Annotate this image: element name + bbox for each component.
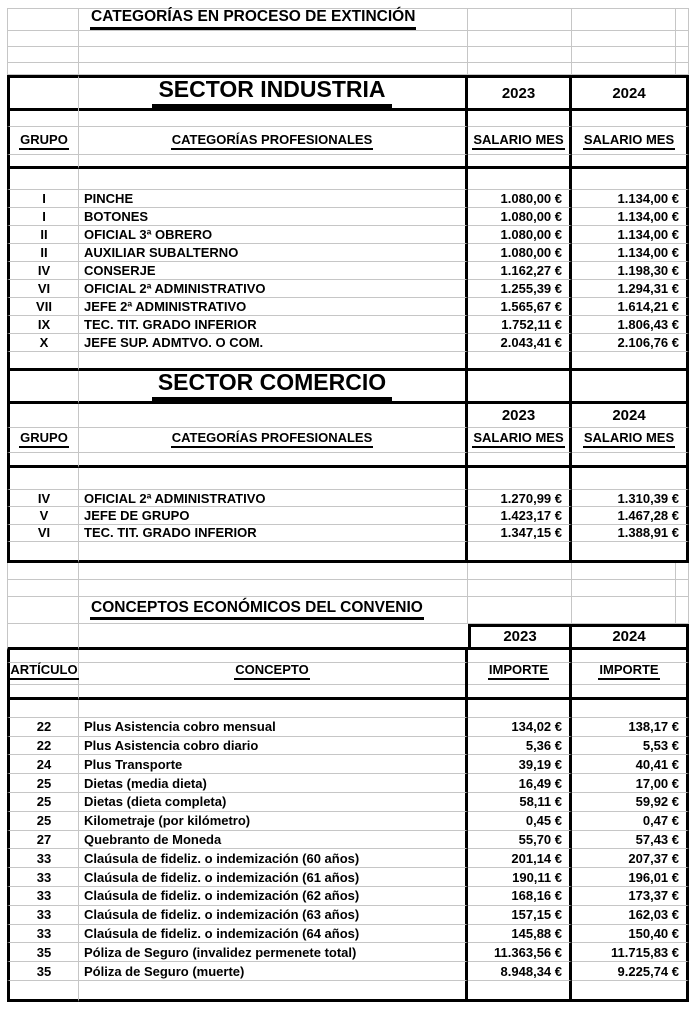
articulo-cell: 25	[7, 774, 79, 793]
articulo-cell: 22	[7, 718, 79, 737]
salario-2023-cell: 1.162,27 €	[468, 262, 572, 280]
importe-2024-cell: 57,43 €	[572, 831, 689, 850]
empty-row	[7, 563, 689, 580]
importe-2023-cell: 134,02 €	[468, 718, 572, 737]
articulo-cell: 27	[7, 831, 79, 850]
salario-2024-cell: 1.134,00 €	[572, 190, 689, 208]
empty-row	[7, 453, 689, 468]
concepto-cell: Plus Asistencia cobro diario	[79, 737, 468, 756]
grupo-cell: X	[7, 334, 79, 352]
table-comercio	[7, 371, 689, 563]
grupo-cell: IV	[7, 490, 79, 507]
salario-2024-column-header: SALARIO MES	[572, 127, 689, 155]
articulo-cell: 33	[7, 868, 79, 887]
categoria-cell: JEFE SUP. ADMTVO. O COM.	[79, 334, 468, 352]
importe-2024-cell: 11.715,83 €	[572, 943, 689, 962]
importe-2023-cell: 16,49 €	[468, 774, 572, 793]
salario-2023-cell: 1.080,00 €	[468, 190, 572, 208]
cell	[7, 597, 79, 624]
importe-2024-cell: 59,92 €	[572, 793, 689, 812]
cell	[572, 597, 676, 624]
articulo-cell: 33	[7, 906, 79, 925]
table-row	[7, 925, 689, 944]
table-row	[7, 490, 689, 507]
categoria-cell: TEC. TIT. GRADO INFERIOR	[79, 316, 468, 334]
conceptos-column-headers	[7, 663, 689, 684]
concepto-cell: Claúsula de fideliz. o indemización (63 años)	[79, 906, 468, 925]
table-row	[7, 774, 689, 793]
importe-2024-cell: 150,40 €	[572, 925, 689, 944]
table-row	[7, 737, 689, 756]
categoria-cell: CONSERJE	[79, 262, 468, 280]
grupo-cell: II	[7, 226, 79, 244]
table-row	[7, 262, 689, 280]
salario-2023-column-header: SALARIO MES	[468, 127, 572, 155]
salario-2023-cell: 1.080,00 €	[468, 244, 572, 262]
importe-2023-cell: 5,36 €	[468, 737, 572, 756]
table-row	[7, 190, 689, 208]
empty-row	[7, 981, 689, 1002]
concepto-cell: Claúsula de fideliz. o indemización (62 años)	[79, 887, 468, 906]
concepto-cell: Claúsula de fideliz. o indemización (60 años)	[79, 849, 468, 868]
importe-2023-cell: 168,16 €	[468, 887, 572, 906]
grupo-cell: IV	[7, 262, 79, 280]
table-row	[7, 793, 689, 812]
articulo-column-header: ARTÍCULO	[7, 663, 79, 685]
table-conceptos	[7, 597, 689, 1002]
cell	[7, 371, 79, 404]
importe-2023-cell: 58,11 €	[468, 793, 572, 812]
empty-row	[7, 63, 689, 75]
articulo-cell: 33	[7, 925, 79, 944]
salario-2024-cell: 1.294,31 €	[572, 280, 689, 298]
grupo-column-header: GRUPO	[7, 127, 79, 155]
salario-2024-column-header: SALARIO MES	[572, 428, 689, 453]
table-row	[7, 755, 689, 774]
importe-2023-column-header: IMPORTE	[468, 663, 572, 685]
table-row	[7, 244, 689, 262]
articulo-cell: 35	[7, 962, 79, 981]
table-row	[7, 280, 689, 298]
importe-2023-cell: 201,14 €	[468, 849, 572, 868]
table-industria	[7, 75, 689, 371]
comercio-years-row	[7, 404, 689, 428]
empty-row	[7, 31, 689, 47]
grupo-cell: IX	[7, 316, 79, 334]
conceptos-title-row	[7, 597, 689, 624]
categoria-cell: JEFE DE GRUPO	[79, 507, 468, 524]
categoria-cell: BOTONES	[79, 208, 468, 226]
table-row	[7, 812, 689, 831]
empty-row	[7, 684, 689, 700]
cell	[468, 8, 572, 31]
categoria-cell: OFICIAL 2ª ADMINISTRATIVO	[79, 280, 468, 298]
importe-2023-cell: 190,11 €	[468, 868, 572, 887]
concepto-cell: Dietas (dieta completa)	[79, 793, 468, 812]
table-row	[7, 906, 689, 925]
salario-2024-cell: 1.134,00 €	[572, 226, 689, 244]
articulo-cell: 24	[7, 755, 79, 774]
concepto-cell: Claúsula de fideliz. o indemización (64 años)	[79, 925, 468, 944]
salario-2024-cell: 1.134,00 €	[572, 244, 689, 262]
concepto-cell: Quebranto de Moneda	[79, 831, 468, 850]
grupo-cell: VII	[7, 298, 79, 316]
salario-2024-cell: 1.388,91 €	[572, 525, 689, 542]
comercio-year-2023-header: 2023	[468, 404, 572, 428]
importe-2023-cell: 39,19 €	[468, 755, 572, 774]
conceptos-section-title: CONCEPTOS ECONÓMICOS DEL CONVENIO	[79, 597, 468, 624]
industria-rows	[7, 190, 689, 352]
empty-row	[7, 47, 689, 63]
categorias-column-header: CATEGORÍAS PROFESIONALES	[79, 428, 468, 453]
table-row	[7, 718, 689, 737]
salario-2023-cell: 1.752,11 €	[468, 316, 572, 334]
empty-row	[7, 468, 689, 490]
importe-2024-cell: 196,01 €	[572, 868, 689, 887]
grupo-cell: II	[7, 244, 79, 262]
categorias-column-header: CATEGORÍAS PROFESIONALES	[79, 127, 468, 155]
importe-2023-cell: 55,70 €	[468, 831, 572, 850]
importe-2024-cell: 162,03 €	[572, 906, 689, 925]
articulo-cell: 33	[7, 849, 79, 868]
grupo-cell: VI	[7, 525, 79, 542]
empty-row	[7, 155, 689, 169]
grupo-cell: I	[7, 190, 79, 208]
cell	[468, 371, 572, 404]
table-row	[7, 507, 689, 524]
salario-2024-cell: 2.106,76 €	[572, 334, 689, 352]
importe-2024-cell: 5,53 €	[572, 737, 689, 756]
page-title: CATEGORÍAS EN PROCESO DE EXTINCIÓN	[79, 8, 468, 31]
salario-2024-cell: 1.198,30 €	[572, 262, 689, 280]
importe-2024-cell: 0,47 €	[572, 812, 689, 831]
cell	[468, 597, 572, 624]
concepto-column-header: CONCEPTO	[79, 663, 468, 685]
categoria-cell: PINCHE	[79, 190, 468, 208]
table-row	[7, 208, 689, 226]
importe-2023-cell: 8.948,34 €	[468, 962, 572, 981]
table-row	[7, 226, 689, 244]
conceptos-year-2023-header: 2023	[468, 624, 572, 650]
page-title-row	[7, 8, 689, 31]
industria-section-title: SECTOR INDUSTRIA	[79, 75, 468, 111]
conceptos-year-2024-header: 2024	[572, 624, 689, 650]
comercio-rows	[7, 490, 689, 542]
industria-year-2023-header: 2023	[468, 75, 572, 111]
salario-2023-cell: 1.565,67 €	[468, 298, 572, 316]
cell	[7, 8, 79, 31]
salario-2024-cell: 1.467,28 €	[572, 507, 689, 524]
salario-2023-cell: 1.255,39 €	[468, 280, 572, 298]
categoria-cell: OFICIAL 3ª OBRERO	[79, 226, 468, 244]
salario-2023-cell: 1.080,00 €	[468, 208, 572, 226]
concepto-cell: Plus Transporte	[79, 755, 468, 774]
importe-2023-cell: 11.363,56 €	[468, 943, 572, 962]
cell	[572, 371, 689, 404]
importe-2024-cell: 40,41 €	[572, 755, 689, 774]
grupo-cell: I	[7, 208, 79, 226]
categoria-cell: JEFE 2ª ADMINISTRATIVO	[79, 298, 468, 316]
importe-2024-cell: 207,37 €	[572, 849, 689, 868]
empty-row	[7, 106, 689, 127]
empty-row	[7, 650, 689, 663]
salario-2024-cell: 1.310,39 €	[572, 490, 689, 507]
table-row	[7, 831, 689, 850]
concepto-cell: Kilometraje (por kilómetro)	[79, 812, 468, 831]
articulo-cell: 25	[7, 793, 79, 812]
salario-2024-cell: 1.614,21 €	[572, 298, 689, 316]
concepto-cell: Dietas (media dieta)	[79, 774, 468, 793]
empty-row	[7, 700, 689, 718]
industria-header-row	[7, 75, 689, 106]
empty-row	[7, 542, 689, 563]
table-row	[7, 316, 689, 334]
table-row	[7, 849, 689, 868]
empty-row	[7, 169, 689, 190]
cell	[572, 8, 676, 31]
table-row	[7, 298, 689, 316]
table-row	[7, 887, 689, 906]
table-row	[7, 334, 689, 352]
importe-2023-cell: 145,88 €	[468, 925, 572, 944]
importe-2024-cell: 9.225,74 €	[572, 962, 689, 981]
importe-2024-cell: 173,37 €	[572, 887, 689, 906]
importe-2024-column-header: IMPORTE	[572, 663, 689, 685]
concepto-cell: Plus Asistencia cobro mensual	[79, 718, 468, 737]
importe-2024-cell: 17,00 €	[572, 774, 689, 793]
importe-2023-cell: 0,45 €	[468, 812, 572, 831]
articulo-cell: 22	[7, 737, 79, 756]
industria-year-2024-header: 2024	[572, 75, 689, 111]
salario-2023-cell: 1.080,00 €	[468, 226, 572, 244]
comercio-column-headers	[7, 428, 689, 453]
categoria-cell: AUXILIAR SUBALTERNO	[79, 244, 468, 262]
salario-2023-column-header: SALARIO MES	[468, 428, 572, 453]
salario-2024-cell: 1.806,43 €	[572, 316, 689, 334]
conceptos-rows	[7, 718, 689, 981]
articulo-cell: 25	[7, 812, 79, 831]
salario-2023-cell: 2.043,41 €	[468, 334, 572, 352]
salario-2023-cell: 1.423,17 €	[468, 507, 572, 524]
grupo-cell: V	[7, 507, 79, 524]
salario-2023-cell: 1.270,99 €	[468, 490, 572, 507]
categoria-cell: TEC. TIT. GRADO INFERIOR	[79, 525, 468, 542]
comercio-section-title: SECTOR COMERCIO	[79, 371, 468, 404]
comercio-year-2024-header: 2024	[572, 404, 689, 428]
cell	[676, 8, 689, 31]
industria-column-headers	[7, 127, 689, 155]
table-row	[7, 943, 689, 962]
sheet-grid	[7, 8, 689, 1002]
cell	[676, 597, 689, 624]
concepto-cell: Claúsula de fideliz. o indemización (61 años)	[79, 868, 468, 887]
comercio-header-row	[7, 371, 689, 404]
importe-2023-cell: 157,15 €	[468, 906, 572, 925]
categoria-cell: OFICIAL 2ª ADMINISTRATIVO	[79, 490, 468, 507]
articulo-cell: 35	[7, 943, 79, 962]
empty-row	[7, 580, 689, 597]
salario-2024-cell: 1.134,00 €	[572, 208, 689, 226]
concepto-cell: Póliza de Seguro (muerte)	[79, 962, 468, 981]
concepto-cell: Póliza de Seguro (invalidez permenete total)	[79, 943, 468, 962]
grupo-cell: VI	[7, 280, 79, 298]
salario-2023-cell: 1.347,15 €	[468, 525, 572, 542]
table-row	[7, 868, 689, 887]
importe-2024-cell: 138,17 €	[572, 718, 689, 737]
grupo-column-header: GRUPO	[7, 428, 79, 453]
conceptos-years-row	[7, 624, 689, 650]
articulo-cell: 33	[7, 887, 79, 906]
table-row	[7, 962, 689, 981]
table-row	[7, 525, 689, 542]
